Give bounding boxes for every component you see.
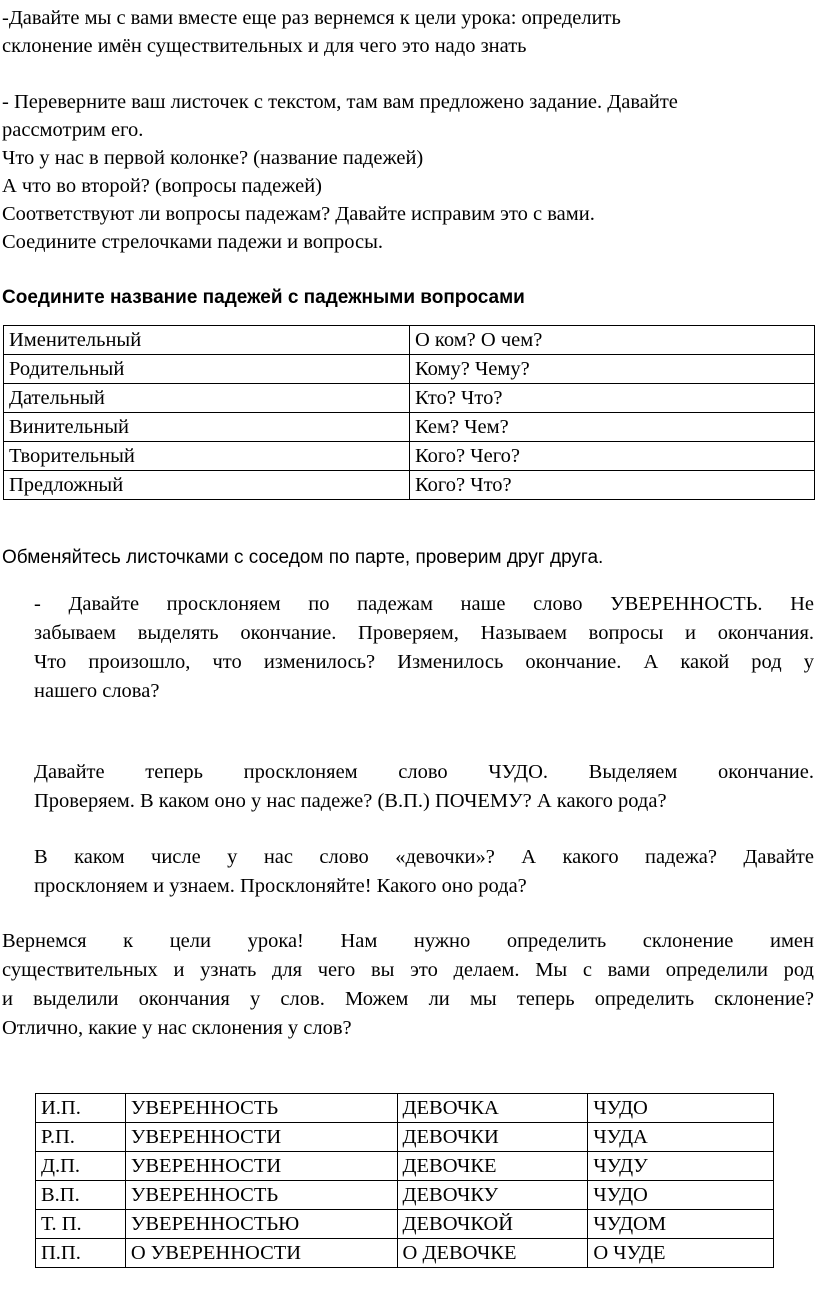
p3-line-1: В каком числе у нас слово «девочки»? А какого падежа? Давайте	[34, 846, 814, 868]
declension-table-row	[36, 1181, 774, 1210]
p1-line-4: нашего слова?	[34, 680, 160, 702]
declension-miracle-cell: ЧУДА	[588, 1123, 774, 1152]
case-table-row	[4, 384, 815, 413]
p4-line-3: и выделили окончания у слов. Можем ли мы теперь определить склонение?	[2, 988, 814, 1010]
case-name-cell: Дательный	[4, 384, 410, 413]
case-question-cell: Кого? Что?	[410, 471, 815, 500]
p1-line-2: забываем выделять окончание. Проверяем, Называем вопросы и окончания.	[34, 622, 814, 644]
declension-miracle-cell: ЧУДОМ	[588, 1210, 774, 1239]
case-question-cell: Кому? Чему?	[410, 355, 815, 384]
declension-table-body	[36, 1094, 774, 1268]
exchange-instruction: Обменяйтесь листочками с соседом по парте, проверим друг друга.	[2, 547, 604, 568]
case-question-cell: Кто? Что?	[410, 384, 815, 413]
declension-case-cell: В.П.	[36, 1181, 126, 1210]
declension-girl-cell: ДЕВОЧКА	[397, 1094, 588, 1123]
declension-table-row	[36, 1094, 774, 1123]
case-question-cell: О ком? О чем?	[410, 326, 815, 355]
case-table-row	[4, 413, 815, 442]
task-line-3: Что у нас в первой колонке? (название падежей)	[2, 147, 424, 169]
case-table-row	[4, 326, 815, 355]
p4-line-4: Отлично, какие у нас склонения у слов?	[2, 1017, 352, 1039]
p3-line-2: просклоняем и узнаем. Просклоняйте! Какого оно рода?	[34, 875, 527, 897]
declension-table-row	[36, 1210, 774, 1239]
declension-confidence-cell: УВЕРЕННОСТЬ	[125, 1181, 397, 1210]
case-name-cell: Предложный	[4, 471, 410, 500]
case-question-cell: Кем? Чем?	[410, 413, 815, 442]
declension-case-cell: Т. П.	[36, 1210, 126, 1239]
task-line-4: А что во второй? (вопросы падежей)	[2, 175, 323, 197]
declension-miracle-cell: ЧУДУ	[588, 1152, 774, 1181]
declension-case-cell: Р.П.	[36, 1123, 126, 1152]
case-question-cell: Кого? Чего?	[410, 442, 815, 471]
p1-line-3: Что произошло, что изменилось? Изменилось окончание. А какой род у	[34, 651, 814, 673]
declension-girl-cell: ДЕВОЧКИ	[397, 1123, 588, 1152]
declension-miracle-cell: ЧУДО	[588, 1181, 774, 1210]
declension-confidence-cell: УВЕРЕННОСТИ	[125, 1123, 397, 1152]
declension-girl-cell: ДЕВОЧКОЙ	[397, 1210, 588, 1239]
task-line-1: - Переверните ваш листочек с текстом, там вам предложено задание. Давайте	[2, 91, 678, 113]
declension-confidence-cell: О УВЕРЕННОСТИ	[125, 1239, 397, 1268]
case-name-cell: Творительный	[4, 442, 410, 471]
case-name-cell: Именительный	[4, 326, 410, 355]
intro-line-2: склонение имён существительных и для чего это надо знать	[2, 35, 527, 57]
case-name-cell: Родительный	[4, 355, 410, 384]
declension-case-cell: П.П.	[36, 1239, 126, 1268]
case-table-row	[4, 442, 815, 471]
declension-table-row	[36, 1239, 774, 1268]
paragraph-declension-miracle	[34, 758, 814, 816]
declension-girl-cell: ДЕВОЧКУ	[397, 1181, 588, 1210]
p4-line-2: существительных и узнать для чего вы это делаем. Мы с вами определили род	[2, 959, 814, 981]
task-line-2: рассмотрим его.	[2, 119, 144, 141]
p1-line-1: - Давайте просклоняем по падежам наше слово УВЕРЕННОСТЬ. Не	[34, 593, 814, 615]
paragraph-declension-confidence	[34, 590, 814, 706]
declension-case-cell: И.П.	[36, 1094, 126, 1123]
declension-table-row	[36, 1152, 774, 1181]
case-table-body	[4, 326, 815, 500]
declension-table-row	[36, 1123, 774, 1152]
p2-line-2: Проверяем. В каком оно у нас падеже? (В.П.) ПОЧЕМУ? А какого рода?	[34, 790, 667, 812]
paragraph-lesson-goal	[2, 927, 814, 1043]
case-table-row	[4, 355, 815, 384]
declension-girl-cell: О ДЕВОЧКЕ	[397, 1239, 588, 1268]
declension-confidence-cell: УВЕРЕННОСТЬЮ	[125, 1210, 397, 1239]
declension-confidence-cell: УВЕРЕННОСТИ	[125, 1152, 397, 1181]
case-name-cell: Винительный	[4, 413, 410, 442]
exercise-heading: Соедините название падежей с падежными вопросами	[2, 287, 525, 308]
declension-case-cell: Д.П.	[36, 1152, 126, 1181]
p2-line-1: Давайте теперь просклоняем слово ЧУДО. Выделяем окончание.	[34, 761, 814, 783]
case-question-table	[3, 325, 815, 500]
paragraph-declension-girls	[34, 843, 814, 901]
declension-miracle-cell: О ЧУДЕ	[588, 1239, 774, 1268]
task-line-6: Соедините стрелочками падежи и вопросы.	[2, 231, 383, 253]
declension-miracle-cell: ЧУДО	[588, 1094, 774, 1123]
p4-line-1: Вернемся к цели урока! Нам нужно определить склонение имен	[2, 930, 814, 952]
declension-girl-cell: ДЕВОЧКЕ	[397, 1152, 588, 1181]
case-table-row	[4, 471, 815, 500]
task-line-5: Соответствуют ли вопросы падежам? Давайте исправим это с вами.	[2, 203, 595, 225]
declension-table	[35, 1093, 774, 1268]
intro-line-1: -Давайте мы с вами вместе еще раз вернемся к цели урока: определить	[2, 7, 621, 29]
declension-confidence-cell: УВЕРЕННОСТЬ	[125, 1094, 397, 1123]
